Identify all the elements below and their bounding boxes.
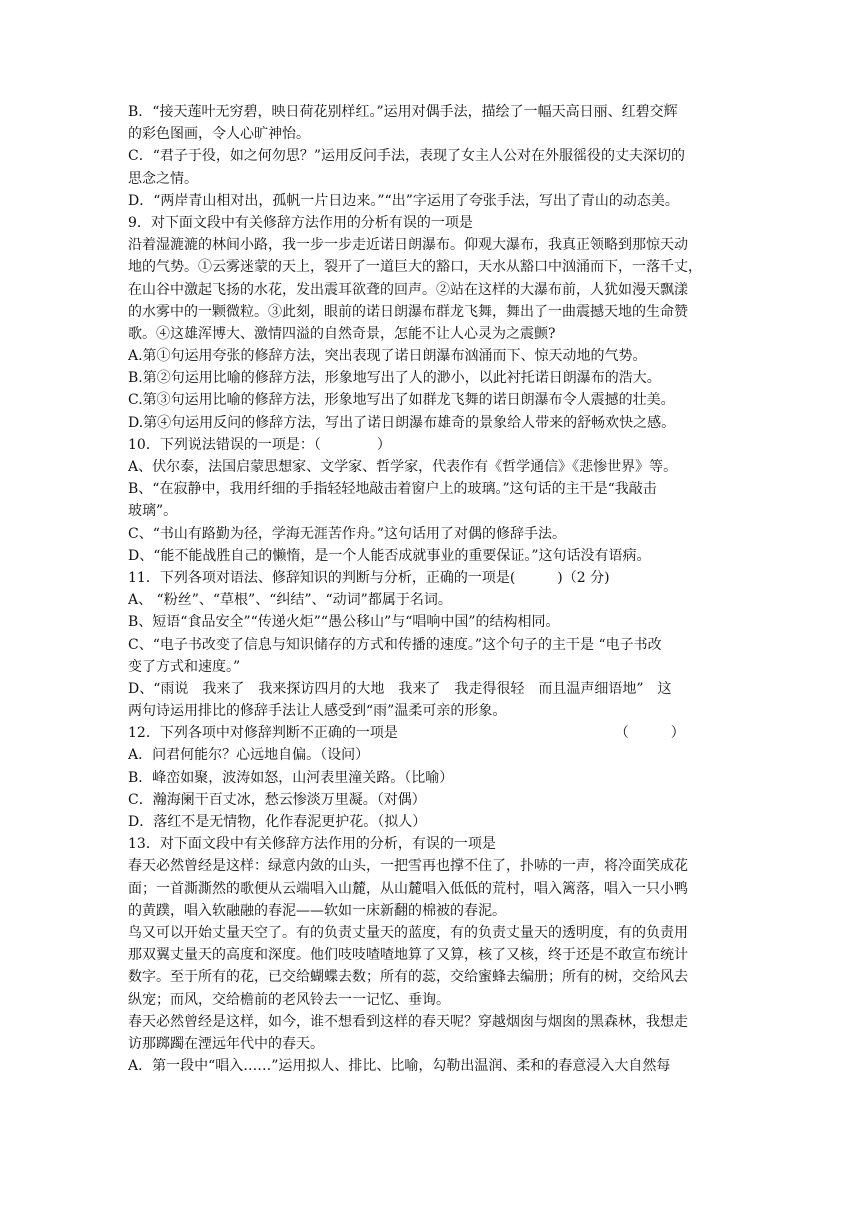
answer-option: D、“雨说 我来了 我来探访四月的大地 我来了 我走得很轻 而且温声细语地” 这 bbox=[128, 680, 672, 697]
answer-option: A．问君何能尔？心远地自偏。（设问） bbox=[128, 747, 370, 764]
answer-option: B、短语“食品安全”“传递火炬”“愚公移山”与“唱响中国”的结构相同。 bbox=[128, 614, 560, 631]
answer-option: C.第③句运用比喻的修辞方法，形象地写出了如群龙飞舞的诺日朗瀑布令人震撼的壮美。 bbox=[128, 392, 675, 409]
answer-option: D．落红不是无情物，化作春泥更护花。（拟人） bbox=[128, 814, 427, 830]
text-line: 两句诗运用排比的修辞手法让人感受到“雨”温柔可亲的形象。 bbox=[128, 703, 507, 720]
answer-option: B．峰峦如聚，波涛如怒，山河表里潼关路。（比喻） bbox=[128, 769, 454, 786]
answer-option: A．第一段中“唱入……”运用拟人、排比、比喻，勾勒出温润、柔和的春意浸入大自然每 bbox=[128, 1058, 671, 1075]
text-line: 面；一首澌澌然的歌便从云端唱入山麓，从山麓唱入低低的荒村，唱入篱落，唱入一只小鸭 bbox=[128, 880, 688, 897]
text-line: 在山谷中激起飞扬的水花，发出震耳欲聋的回声。②站在这样的大瀑布前，人犹如漫天飘漾 bbox=[128, 281, 688, 298]
text-line: B．“接天莲叶无穷碧，映日荷花别样红。”运用对偶手法，描绘了一幅天高日丽、红碧交辉 bbox=[128, 104, 678, 120]
answer-option: A、 “粉丝”、“草根”、“纠结”、“动词”都属于名词。 bbox=[128, 592, 452, 609]
text-line: 沿着湿漉漉的林间小路，我一步一步走近诺日朗瀑布。仰观大瀑布，我真正领略到那惊天动 bbox=[128, 237, 688, 254]
text-line: 访那踯躅在湮远年代中的春天。 bbox=[128, 1035, 324, 1052]
answer-option: D、“能不能战胜自己的懒惰，是一个人能否成就事业的重要保证。”这句话没有语病。 bbox=[128, 547, 651, 564]
question-heading: 11．下列各项对语法、修辞知识的判断与分析，正确的一项是( )（2 分) bbox=[128, 569, 610, 586]
text-line: 地的气势。①云雾迷蒙的天上，裂开了一道巨大的豁口，天水从豁口中汹涌而下，一落千丈， bbox=[128, 259, 702, 276]
text-line: 思念之情。 bbox=[128, 170, 198, 187]
answer-option: C、“电子书改变了信息与知识储存的方式和传播的速度。”这个句子的主干是 “电子书改 bbox=[128, 636, 662, 653]
text-line: 纵宠；而风，交给檐前的老风铃去一一记忆、垂询。 bbox=[128, 991, 450, 1008]
question-heading: 13．对下面文段中有关修辞方法作用的分析，有误的一项是 bbox=[128, 836, 496, 853]
text-line: 春天必然曾经是这样，如今，谁不想看到这样的春天呢？穿越烟囱与烟囱的黑森林，我想走 bbox=[128, 1013, 688, 1030]
text-line: D．“两岸青山相对出，孤帆一片日边来。”“出”字运用了夸张手法，写出了青山的动态美。 bbox=[128, 192, 679, 209]
text-line: 的黄蹼，唱入软融融的春泥——软如一床新翻的棉被的春泥。 bbox=[128, 902, 506, 919]
text-line: 的彩色图画，令人心旷神怡。 bbox=[128, 126, 310, 143]
text-line: 的水雾中的一颗微粒。③此刻，眼前的诺日朗瀑布群龙飞舞，舞出了一曲震撼天地的生命赞 bbox=[128, 303, 688, 320]
answer-option: B.第②句运用比喻的修辞方法，形象地写出了人的渺小，以此衬托诺日朗瀑布的浩大。 bbox=[128, 370, 661, 387]
question-heading: 12．下列各项中对修辞判断不正确的一项是 （ ） bbox=[128, 725, 685, 742]
answer-option: C、“书山有路勤为径，学海无涯苦作舟。”这句话用了对偶的修辞手法。 bbox=[128, 525, 567, 542]
question-heading: 9．对下面文段中有关修辞方法作用的分析有误的一项是 bbox=[128, 214, 473, 231]
question-heading: 10．下列说法错误的一项是：（ ） bbox=[128, 436, 391, 453]
answer-option: C．瀚海阑干百丈冰，愁云惨淡万里凝。（对偶） bbox=[128, 791, 426, 808]
text-line: 那双翼丈量天的高度和深度。他们吱吱喳喳地算了又算，核了又核，终于还是不敢宣布统计 bbox=[128, 947, 688, 964]
text-line: 鸟又可以开始丈量天空了。有的负责丈量天的蓝度，有的负责丈量天的透明度，有的负责用 bbox=[128, 924, 688, 941]
text-line: 玻璃”。 bbox=[128, 503, 178, 520]
text-line: 变了方式和速度。” bbox=[128, 658, 241, 675]
text-line: 数字。至于所有的花，已交给蝴蝶去数；所有的蕊，交给蜜蜂去编册；所有的树，交给风去 bbox=[128, 969, 688, 986]
answer-option: D.第④句运用反问的修辞方法，写出了诺日朗瀑布雄奇的景象给人带来的舒畅欢快之感。 bbox=[128, 414, 676, 431]
answer-option: A.第①句运用夸张的修辞方法，突出表现了诺日朗瀑布汹涌而下、惊天动地的气势。 bbox=[128, 348, 647, 365]
text-line: 春天必然曾经是这样：绿意内敛的山头，一把雪再也撑不住了，扑哧的一声，将冷面笑成花 bbox=[128, 858, 688, 875]
document-page bbox=[128, 101, 734, 1077]
text-line: 歌。④这雄浑博大、激情四溢的自然奇景，怎能不让人心灵为之震颤? bbox=[128, 325, 556, 342]
text-line: C．“君子于役，如之何勿思？”运用反问手法，表现了女主人公对在外服徭役的丈夫深切的 bbox=[128, 148, 686, 165]
answer-option: B、“在寂静中，我用纤细的手指轻轻地敲击着窗户上的玻璃。”这句话的主干是“我敲击 bbox=[128, 481, 657, 498]
answer-option: A、伏尔泰，法国启蒙思想家、文学家、哲学家，代表作有《哲学通信》《悲惨世界》等。 bbox=[128, 459, 678, 475]
